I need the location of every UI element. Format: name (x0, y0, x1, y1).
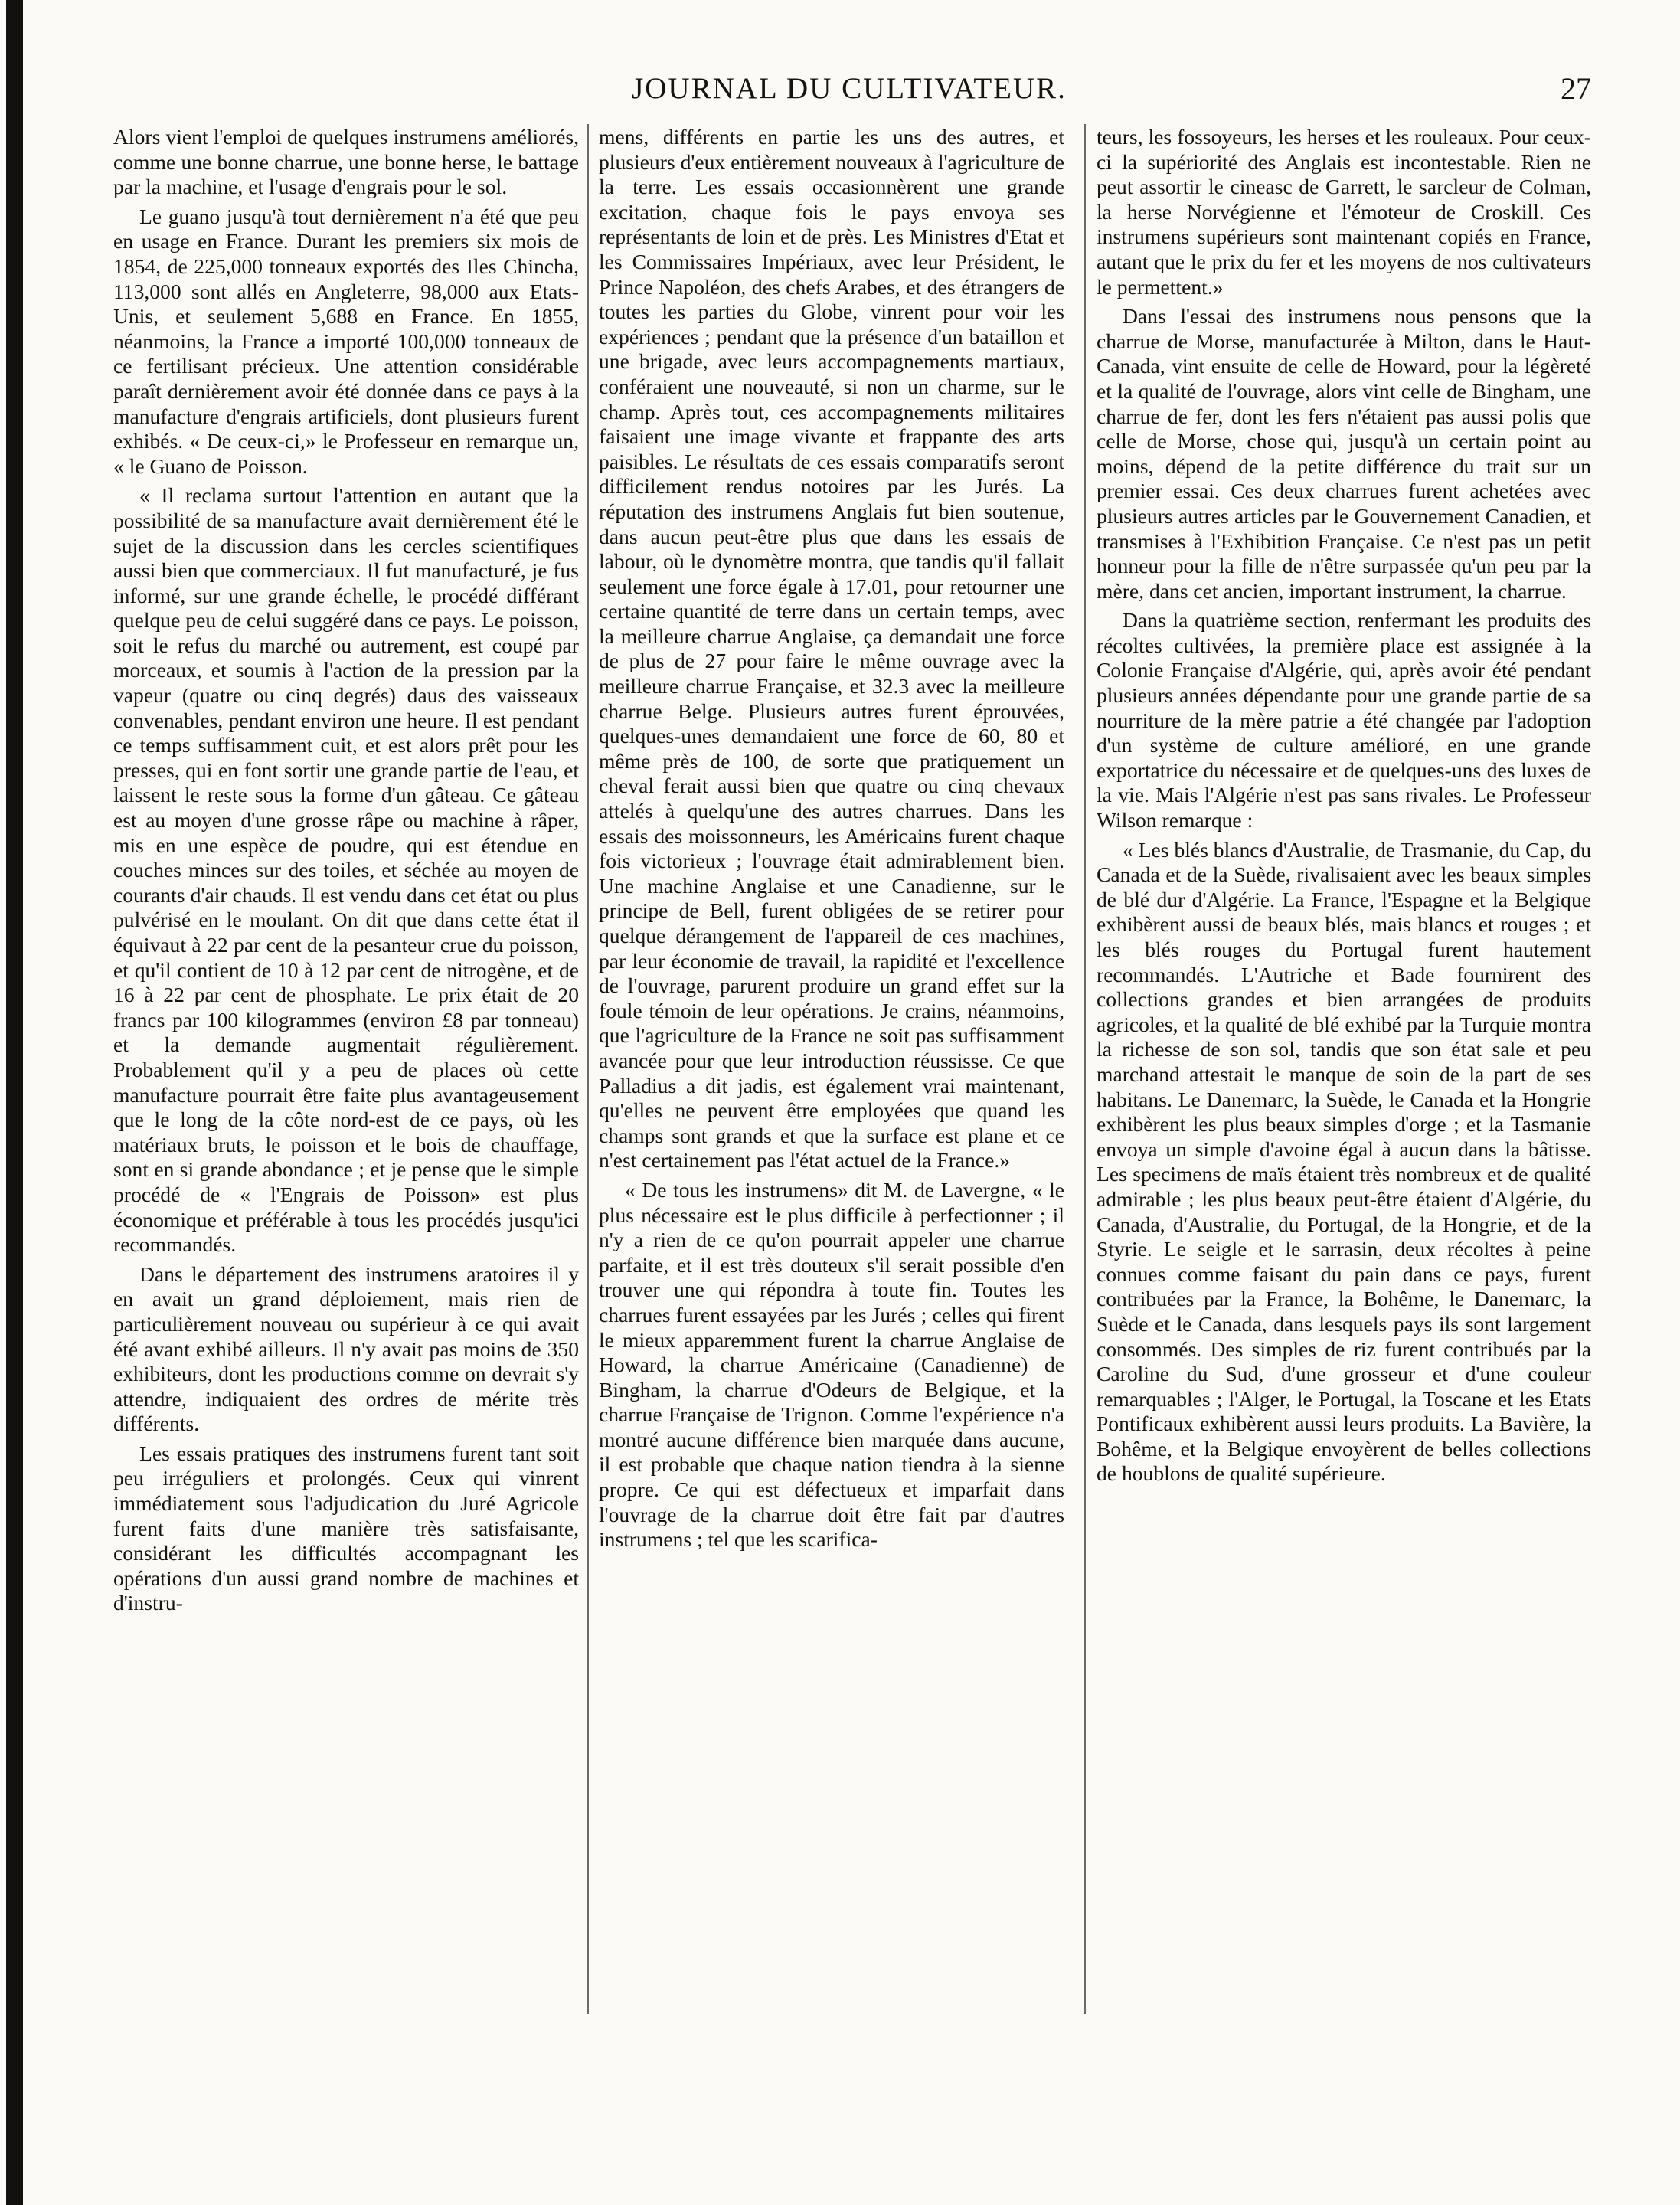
column-divider (587, 124, 589, 2014)
text-column-1 (113, 125, 579, 1621)
text-column-2 (599, 125, 1064, 1557)
paragraph: Alors vient l'emploi de quelques instrumens améliorés, comme une bonne charrue, une bonne herse, le battage par la machine, et l'usage d'engrais pour le sol. (113, 125, 579, 199)
paragraph: teurs, les fossoyeurs, les herses et les rouleaux. Pour ceux-ci la supériorité des Anglais est incontestable. Rien ne peut assortir le cineasc de Garrett, le sarcleur de Colman, la herse Norvégienne et l'émoteur de Croskill. Ces instrumens supérieurs sont maintenant copiés en France, autant que le prix du fer et les moyens de nos cultivateurs le permettent.» (1097, 125, 1591, 299)
column-divider (1084, 124, 1086, 2014)
paragraph: Les essais pratiques des instrumens furent tant soit peu irréguliers et prolongés. Ceux qui vinrent immédiatement sous l'adjudication du Juré Agricole furent faits d'une manière très satisfaisante, considérant les difficultés accompagnant les opérations d'un aussi grand nombre de machines et d'instru- (113, 1441, 579, 1615)
paragraph: Dans l'essai des instrumens nous pensons que la charrue de Morse, manufacturée à Milton, dans le Haut-Canada, vint ensuite de celle de Howard, pour la légèreté et la qualité de l'ouvrage, alors vint celle de Bingham, une charrue de fer, dont les fers n'étaient pas aussi polis que celle de Morse, chose qui, jusqu'à un certain point au moins, dépend de la petite différence du trait sur un premier essai. Ces deux charrues furent achetées avec plusieurs autres articles par le Gouvernement Canadien, et transmises à l'Exhibition Française. Ce n'est pas un petit honneur pour la fille de n'être surpassée qu'un peu par la mère, dans cet ancien, important instrument, la charrue. (1097, 304, 1591, 603)
paragraph: Dans le département des instrumens aratoires il y en avait un grand déploiement, mais rien de particulièrement nouveau ou supérieur à ce qui avait été avant exhibé ailleurs. Il n'y avait pas moins de 350 exhibiteurs, dont les productions comme on devrait s'y attendre, indiquaient des ordres de mérite très différents. (113, 1261, 579, 1436)
text-column-3 (1097, 125, 1591, 1491)
running-title: JOURNAL DU CULTIVATEUR. (632, 72, 1067, 105)
page-header (107, 67, 1591, 113)
page-number: 27 (1561, 71, 1591, 106)
page-binding-edge (6, 0, 23, 2205)
paragraph: mens, différents en partie les uns des autres, et plusieurs d'eux entièrement nouveaux à l'agriculture de la terre. Les essais occasionnèrent une grande excitation, chaque fois le pays envoya ses représentants de loin et de près. Les Ministres d'Etat et les Commissaires Impériaux, avec leur Président, le Prince Napoléon, des chefs Arabes, et des étrangers de toutes les parties du Globe, vinrent pour voir les expériences ; pendant que la présence d'un bataillon et une brigade, avec leurs accompagnements martiaux, conféraient une nouveauté, si non un charme, sur le champ. Après tout, ces accompagnements militaires faisaient une image vivante et frappante des arts paisibles. Le résultats de ces essais comparatifs seront difficilement rendus notoires par les Jurés. La réputation des instrumens Anglais fut bien soutenue, dans aucun peut-être plus que dans les essais de labour, où le dynomètre montra, que tandis qu'il fallait seulement une force égale à 17.01, pour retourner une certaine quantité de terre dans un certain temps, avec la meilleure charrue Anglaise, ça demandait une force de plus de 27 pour faire le même ouvrage avec la meilleure charrue Française, et 32.3 avec la meilleure charrue Belge. Plusieurs autres furent éprouvées, quelques-unes demandaient une force de 60, 80 et même près de 100, de sorte que pratiquement un cheval ferait aussi bien que quatre ou cinq chevaux attelés à quelqu'une des autres charrues. Dans les essais des moissonneurs, les Américains furent chaque fois victorieux ; l'ouvrage était admirablement bien. Une machine Anglaise et une Canadienne, sur le principe de Bell, furent obligées de se retirer pour quelque dérangement de l'appareil de ces machines, par leur économie de travail, la rapidité et l'excellence de l'ouvrage, parurent produire un grand effet sur la foule témoin de leur opérations. Je crains, néanmoins, que l'agriculture de la France ne soit pas suffisamment avancée pour que leur introduction réussisse. Ce que Palladius a dit jadis, est également vrai maintenant, qu'elles ne peuvent être employées que quand les champs sont grands et que la surface est plane et ce n'est certainement pas l'état actuel de la France.» (599, 125, 1064, 1173)
paragraph: Le guano jusqu'à tout dernièrement n'a été que peu en usage en France. Durant les premiers six mois de 1854, de 225,000 tonneaux exportés des Iles Chincha, 113,000 sont allés en Angleterre, 98,000 aux Etats-Unis, et seulement 5,688 en France. En 1855, néanmoins, la France a importé 100,000 tonneaux de ce fertilisant précieux. Une attention considérable paraît dernièrement avoir été donnée dans ce pays à la manufacture d'engrais artificiels, dont plusieurs furent exhibés. « De ceux-ci,» le Professeur en remarque un, « le Guano de Poisson. (113, 204, 579, 478)
paragraph: « Il reclama surtout l'attention en autant que la possibilité de sa manufacture avait dernièrement été le sujet de la discussion dans les cercles scientifiques aussi bien que commerciaux. Il fut manufacturé, je fus informé, sur une grande échelle, le procédé différant quelque peu de celui suggéré dans ce pays. Le poisson, soit le refus du marché ou autrement, est coupé par morceaux, et soumis à l'action de la pression par la vapeur (quatre ou cinq degrés) daus des vaisseaux convenables, pendant environ une heure. Il est pendant ce temps suffisamment cuit, et est alors prêt pour les presses, qui en font sortir une grande partie de l'eau, et laissent le reste sous la forme d'un gâteau. Ce gâteau est au moyen d'une grosse râpe ou machine à râper, mis en une espèce de poudre, qui est étendue en couches minces sur des toiles, et séchée au moyen de courants d'air chauds. Il est vendu dans cet état ou plus pulvérisé en le moulant. On dit que dans cette état il équivaut à 22 par cent de la pesanteur crue du poisson, et qu'il contient de 10 à 12 par cent de nitrogène, et de 16 à 22 par cent de phosphate. Le prix était de 20 francs par 100 kilogrammes (environ £8 par tonneau) et la demande augmentait régulièrement. Probablement qu'il y a peu de places où cette manufacture pourrait être faite plus avantageusement que le long de la côte nord-est de ce pays, où les matériaux bruts, le poisson et le bois de chauffage, sont en si grande abondance ; et je pense que le simple procédé de « l'Engrais de Poisson» est plus économique et préférable à tous les procédés jusqu'ici recommandés. (113, 483, 579, 1257)
paragraph: « Les blés blancs d'Australie, de Trasmanie, du Cap, du Canada et de la Suède, rivalisaient avec les beaux simples de blé dur d'Algérie. La France, l'Espagne et la Belgique exhibèrent aussi de beaux blés, mais blancs et rouges ; et les blés rouges du Portugal furent hautement recommandés. L'Autriche et Bade fournirent des collections grandes et bien arrangées de produits agricoles, et la qualité de blé exhibé par la Turquie montra la richesse de son sol, tandis que son état sale et peu marchand attestait le manque de soin de la part de ses habitans. Le Danemarc, la Suède, le Canada et la Hongrie exhibèrent les plus beaux simples d'orge ; et la Tasmanie envoya un simple d'avoine égal à aucun dans la bâtisse. Les specimens de maïs étaient très nombreux et de qualité admirable ; les plus beaux peut-être étaient d'Algérie, du Canada, d'Australie, du Portugal, de la Hongrie, et de la Styrie. Le seigle et le sarrasin, deux récoltes à peine connues comme faisant du pain dans ce pays, furent contribuées par la France, la Bohême, le Danemarc, la Suède et le Canada, dans lesquels pays ils sont largement consommés. Des simples de riz furent contribués par la Caroline du Sud, d'une grosseur et d'une couleur remarquables ; l'Alger, le Portugal, la Toscane et les Etats Pontificaux exhibèrent aussi leurs produits. La Bavière, la Bohême, et la Belgique envoyèrent de belles collections de houblons de qualité supérieure. (1097, 837, 1591, 1486)
paragraph: « De tous les instrumens» dit M. de Lavergne, « le plus nécessaire est le plus difficile à perfectionner ; il n'y a rien de ce qu'on pourrait appeler une charrue parfaite, et il est très douteux s'il serait possible d'en trouver une qui répondra à toute fin. Toutes les charrues furent essayées par les Jurés ; celles qui firent le mieux apparemment furent la charrue Anglaise de Howard, la charrue Américaine (Canadienne) de Bingham, la charrue d'Odeurs de Belgique, et la charrue Française de Trignon. Comme l'expérience n'a montré aucune différence bien marquée dans aucune, il est probable que chaque nation tiendra à la sienne propre. Ce qui est défectueux et imparfait dans l'ouvrage de la charrue doit être fait par d'autres instrumens ; tel que les scarifica- (599, 1177, 1064, 1552)
paragraph: Dans la quatrième section, renfermant les produits des récoltes cultivées, la première place est assignée à la Colonie Française d'Algérie, qui, après avoir été pendant plusieurs années dépendante pour une grande partie de sa nourriture de la mère patrie a été changée par l'adoption d'un système de culture amélioré, en une grande exportatrice du nécessaire et de quelques-uns des luxes de la vie. Mais l'Algérie n'est pas sans rivales. Le Professeur Wilson remarque : (1097, 608, 1591, 833)
